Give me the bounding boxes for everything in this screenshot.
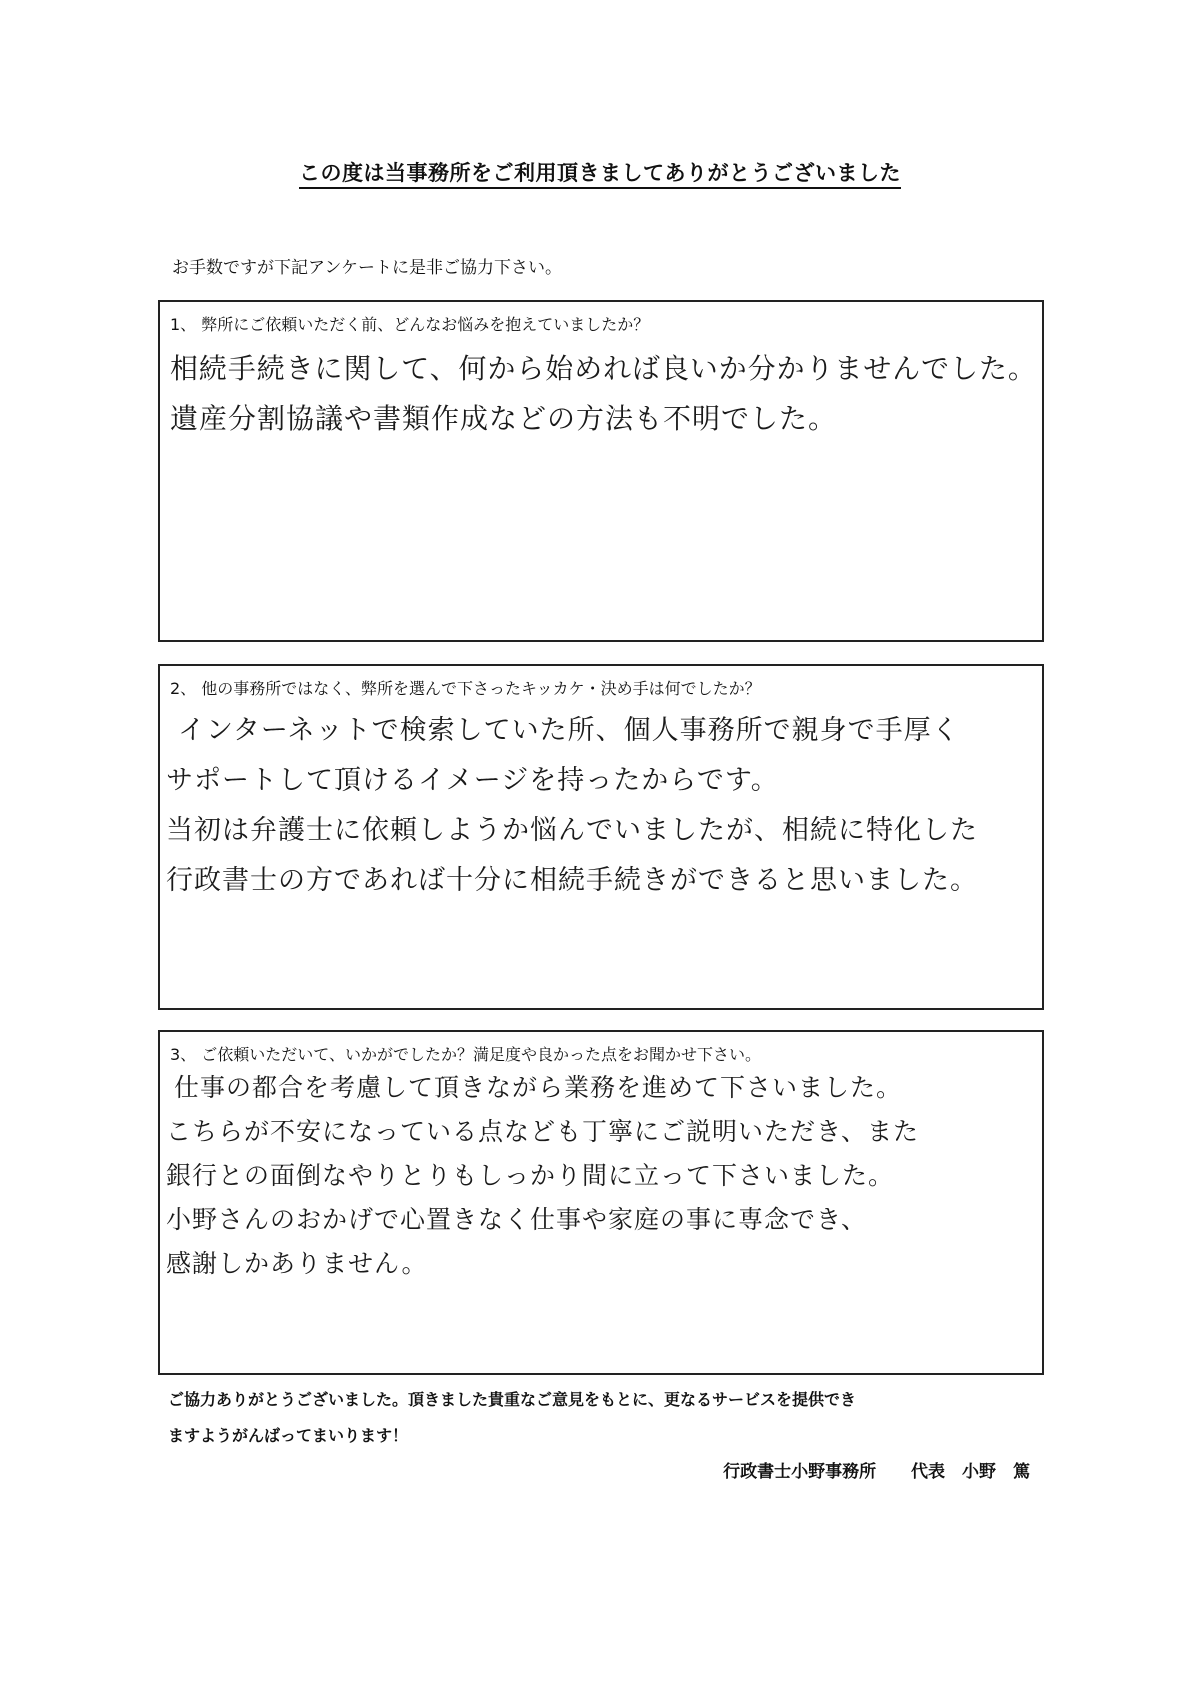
question-box-2 — [158, 664, 1044, 1010]
question-box-3 — [158, 1030, 1044, 1375]
answer-line: サポートして頂けるイメージを持ったからです。 — [166, 765, 779, 796]
handwritten-answer-2 — [166, 706, 1036, 906]
answer-line: こちらが不安になっている点なども丁寧にご説明いただき、また — [166, 1117, 920, 1146]
document-title-text: この度は当事務所をご利用頂きましてありがとうございました — [299, 161, 901, 189]
answer-line: 相続手続きに関して、何から始めれば良いか分かりませんでした。 — [169, 352, 1037, 385]
question-label-1: 1、 弊所にご依頼いただく前、どんなお悩みを抱えていましたか？ — [170, 315, 650, 334]
survey-intro: お手数ですが下記アンケートに是非ご協力下さい。 — [172, 258, 562, 278]
answer-line: 当初は弁護士に依頼しようか悩んでいましたが、相続に特化した — [166, 815, 978, 846]
answer-line: 遺産分割協議や書類作成などの方法も不明でした。 — [170, 402, 838, 435]
closing-line: ご協力ありがとうございました。頂きました貴重なご意見をもとに、更なるサービスを提供でき — [168, 1390, 857, 1409]
handwritten-answer-3 — [166, 1066, 1036, 1286]
answer-line: 小野さんのおかげで心置きなく仕事や家庭の事に専念でき、 — [166, 1205, 868, 1234]
closing-message — [168, 1382, 1048, 1454]
question-label-2: 2、 他の事務所ではなく、弊所を選んで下さったキッカケ・決め手は何でしたか？ — [170, 679, 761, 698]
office-signature: 行政書士小野事務所 代表 小野 篤 — [723, 1462, 1030, 1482]
question-box-1 — [158, 300, 1044, 642]
answer-line: 行政書士の方であれば十分に相続手続きができると思いました。 — [166, 865, 978, 896]
document-title — [0, 157, 1200, 187]
closing-line: ますようがんばってまいります！ — [168, 1426, 409, 1445]
answer-line: 感謝しかありません。 — [166, 1249, 428, 1278]
answer-line: インターネットで検索していた所、個人事務所で親身で手厚く — [178, 715, 960, 746]
question-label-3: 3、 ご依頼いただいて、いかがでしたか？満足度や良かった点をお聞かせ下さい。 — [170, 1045, 761, 1064]
answer-line: 銀行との面倒なやりとりもしっかり間に立って下さいました。 — [166, 1161, 895, 1190]
handwritten-answer-1 — [166, 344, 1036, 444]
answer-line: 仕事の都合を考慮して頂きながら業務を進めて下さいました。 — [174, 1073, 903, 1102]
